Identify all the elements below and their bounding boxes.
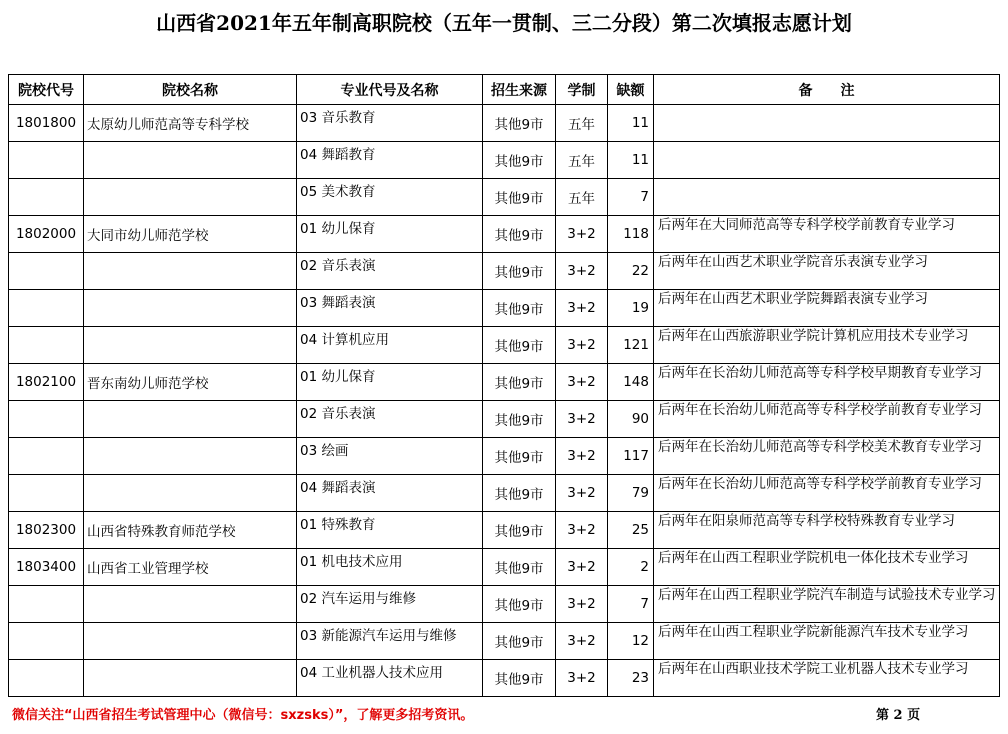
quota-cell: 11 bbox=[608, 142, 654, 179]
school-code-cell bbox=[9, 623, 84, 660]
note-cell: 后两年在山西职业技术学院工业机器人技术专业学习 bbox=[654, 660, 1000, 697]
school-name-cell: 大同市幼儿师范学校 bbox=[84, 216, 297, 253]
system-cell: 3+2 bbox=[556, 623, 608, 660]
note-cell: 后两年在长治幼儿师范高等专科学校学前教育专业学习 bbox=[654, 475, 1000, 512]
system-cell: 3+2 bbox=[556, 475, 608, 512]
major-cell: 01 幼儿保育 bbox=[297, 216, 483, 253]
note-cell: 后两年在长治幼儿师范高等专科学校美术教育专业学习 bbox=[654, 438, 1000, 475]
source-cell: 其他9市 bbox=[483, 290, 556, 327]
school-name-cell bbox=[84, 438, 297, 475]
school-code-cell bbox=[9, 253, 84, 290]
system-cell: 3+2 bbox=[556, 401, 608, 438]
table-row bbox=[9, 438, 1000, 475]
system-cell: 3+2 bbox=[556, 549, 608, 586]
source-cell: 其他9市 bbox=[483, 253, 556, 290]
table-header-row bbox=[9, 75, 1000, 105]
system-cell: 3+2 bbox=[556, 660, 608, 697]
school-name-cell bbox=[84, 401, 297, 438]
note-cell: 后两年在山西艺术职业学院舞蹈表演专业学习 bbox=[654, 290, 1000, 327]
school-code-cell bbox=[9, 179, 84, 216]
source-cell: 其他9市 bbox=[483, 327, 556, 364]
footer-notice: 微信关注“山西省招生考试管理中心（微信号：sxzsks）”，了解更多招考资讯。 bbox=[12, 708, 474, 723]
system-cell: 五年 bbox=[556, 105, 608, 142]
system-cell: 3+2 bbox=[556, 216, 608, 253]
quota-cell: 117 bbox=[608, 438, 654, 475]
school-code-cell bbox=[9, 660, 84, 697]
major-cell: 03 音乐教育 bbox=[297, 105, 483, 142]
source-cell: 其他9市 bbox=[483, 216, 556, 253]
quota-cell: 7 bbox=[608, 179, 654, 216]
table-row bbox=[9, 216, 1000, 253]
school-name-cell bbox=[84, 253, 297, 290]
table-row bbox=[9, 179, 1000, 216]
note-cell: 后两年在山西工程职业学院新能源汽车技术专业学习 bbox=[654, 623, 1000, 660]
table-row bbox=[9, 660, 1000, 697]
quota-cell: 121 bbox=[608, 327, 654, 364]
header-quota: 缺额 bbox=[608, 75, 654, 105]
school-code-cell bbox=[9, 438, 84, 475]
source-cell: 其他9市 bbox=[483, 401, 556, 438]
system-cell: 3+2 bbox=[556, 327, 608, 364]
major-cell: 01 幼儿保育 bbox=[297, 364, 483, 401]
school-code-cell bbox=[9, 401, 84, 438]
note-cell bbox=[654, 179, 1000, 216]
header-source: 招生来源 bbox=[483, 75, 556, 105]
quota-cell: 7 bbox=[608, 586, 654, 623]
major-cell: 01 机电技术应用 bbox=[297, 549, 483, 586]
table-row bbox=[9, 105, 1000, 142]
school-name-cell bbox=[84, 327, 297, 364]
school-code-cell bbox=[9, 290, 84, 327]
school-code-cell bbox=[9, 475, 84, 512]
note-cell: 后两年在山西工程职业学院汽车制造与试验技术专业学习 bbox=[654, 586, 1000, 623]
table-row bbox=[9, 401, 1000, 438]
header-system: 学制 bbox=[556, 75, 608, 105]
header-note: 备 注 bbox=[654, 75, 1000, 105]
header-major: 专业代号及名称 bbox=[297, 75, 483, 105]
school-code-cell bbox=[9, 327, 84, 364]
quota-cell: 25 bbox=[608, 512, 654, 549]
system-cell: 3+2 bbox=[556, 438, 608, 475]
source-cell: 其他9市 bbox=[483, 438, 556, 475]
major-cell: 04 工业机器人技术应用 bbox=[297, 660, 483, 697]
school-code-cell: 1803400 bbox=[9, 549, 84, 586]
header-code: 院校代号 bbox=[9, 75, 84, 105]
system-cell: 3+2 bbox=[556, 364, 608, 401]
note-cell bbox=[654, 142, 1000, 179]
table-row bbox=[9, 549, 1000, 586]
table-row bbox=[9, 142, 1000, 179]
table-row bbox=[9, 253, 1000, 290]
school-code-cell: 1801800 bbox=[9, 105, 84, 142]
major-cell: 02 音乐表演 bbox=[297, 401, 483, 438]
table-row bbox=[9, 586, 1000, 623]
school-name-cell bbox=[84, 660, 297, 697]
source-cell: 其他9市 bbox=[483, 586, 556, 623]
school-name-cell: 山西省工业管理学校 bbox=[84, 549, 297, 586]
school-name-cell bbox=[84, 142, 297, 179]
major-cell: 02 汽车运用与维修 bbox=[297, 586, 483, 623]
table-row bbox=[9, 290, 1000, 327]
school-name-cell: 山西省特殊教育师范学校 bbox=[84, 512, 297, 549]
source-cell: 其他9市 bbox=[483, 179, 556, 216]
school-code-cell: 1802100 bbox=[9, 364, 84, 401]
quota-cell: 148 bbox=[608, 364, 654, 401]
source-cell: 其他9市 bbox=[483, 142, 556, 179]
system-cell: 3+2 bbox=[556, 253, 608, 290]
system-cell: 五年 bbox=[556, 142, 608, 179]
source-cell: 其他9市 bbox=[483, 475, 556, 512]
system-cell: 3+2 bbox=[556, 586, 608, 623]
quota-cell: 11 bbox=[608, 105, 654, 142]
table-row bbox=[9, 475, 1000, 512]
quota-cell: 118 bbox=[608, 216, 654, 253]
school-name-cell bbox=[84, 290, 297, 327]
page-number: 第 2 页 bbox=[876, 708, 921, 723]
school-code-cell: 1802000 bbox=[9, 216, 84, 253]
major-cell: 04 舞蹈表演 bbox=[297, 475, 483, 512]
table-row bbox=[9, 327, 1000, 364]
source-cell: 其他9市 bbox=[483, 364, 556, 401]
quota-cell: 12 bbox=[608, 623, 654, 660]
page-title: 山西省2021年五年制高职院校（五年一贯制、三二分段）第二次填报志愿计划 bbox=[156, 11, 852, 35]
school-name-cell: 晋东南幼儿师范学校 bbox=[84, 364, 297, 401]
quota-cell: 2 bbox=[608, 549, 654, 586]
quota-cell: 19 bbox=[608, 290, 654, 327]
note-cell: 后两年在阳泉师范高等专科学校特殊教育专业学习 bbox=[654, 512, 1000, 549]
note-cell: 后两年在长治幼儿师范高等专科学校学前教育专业学习 bbox=[654, 401, 1000, 438]
note-cell: 后两年在山西工程职业学院机电一体化技术专业学习 bbox=[654, 549, 1000, 586]
school-code-cell bbox=[9, 142, 84, 179]
plan-table bbox=[8, 74, 1000, 697]
source-cell: 其他9市 bbox=[483, 105, 556, 142]
system-cell: 3+2 bbox=[556, 290, 608, 327]
table-row bbox=[9, 512, 1000, 549]
note-cell: 后两年在长治幼儿师范高等专科学校早期教育专业学习 bbox=[654, 364, 1000, 401]
major-cell: 01 特殊教育 bbox=[297, 512, 483, 549]
school-code-cell bbox=[9, 586, 84, 623]
major-cell: 03 舞蹈表演 bbox=[297, 290, 483, 327]
school-name-cell: 太原幼儿师范高等专科学校 bbox=[84, 105, 297, 142]
note-cell: 后两年在山西艺术职业学院音乐表演专业学习 bbox=[654, 253, 1000, 290]
quota-cell: 22 bbox=[608, 253, 654, 290]
school-name-cell bbox=[84, 475, 297, 512]
major-cell: 04 计算机应用 bbox=[297, 327, 483, 364]
major-cell: 05 美术教育 bbox=[297, 179, 483, 216]
school-name-cell bbox=[84, 623, 297, 660]
source-cell: 其他9市 bbox=[483, 660, 556, 697]
major-cell: 02 音乐表演 bbox=[297, 253, 483, 290]
note-cell: 后两年在山西旅游职业学院计算机应用技术专业学习 bbox=[654, 327, 1000, 364]
source-cell: 其他9市 bbox=[483, 512, 556, 549]
quota-cell: 90 bbox=[608, 401, 654, 438]
school-name-cell bbox=[84, 179, 297, 216]
note-cell: 后两年在大同师范高等专科学校学前教育专业学习 bbox=[654, 216, 1000, 253]
quota-cell: 79 bbox=[608, 475, 654, 512]
header-name: 院校名称 bbox=[84, 75, 297, 105]
source-cell: 其他9市 bbox=[483, 549, 556, 586]
major-cell: 04 舞蹈教育 bbox=[297, 142, 483, 179]
system-cell: 五年 bbox=[556, 179, 608, 216]
major-cell: 03 绘画 bbox=[297, 438, 483, 475]
table-row bbox=[9, 623, 1000, 660]
school-name-cell bbox=[84, 586, 297, 623]
school-code-cell: 1802300 bbox=[9, 512, 84, 549]
system-cell: 3+2 bbox=[556, 512, 608, 549]
table-row bbox=[9, 364, 1000, 401]
source-cell: 其他9市 bbox=[483, 623, 556, 660]
major-cell: 03 新能源汽车运用与维修 bbox=[297, 623, 483, 660]
note-cell bbox=[654, 105, 1000, 142]
quota-cell: 23 bbox=[608, 660, 654, 697]
